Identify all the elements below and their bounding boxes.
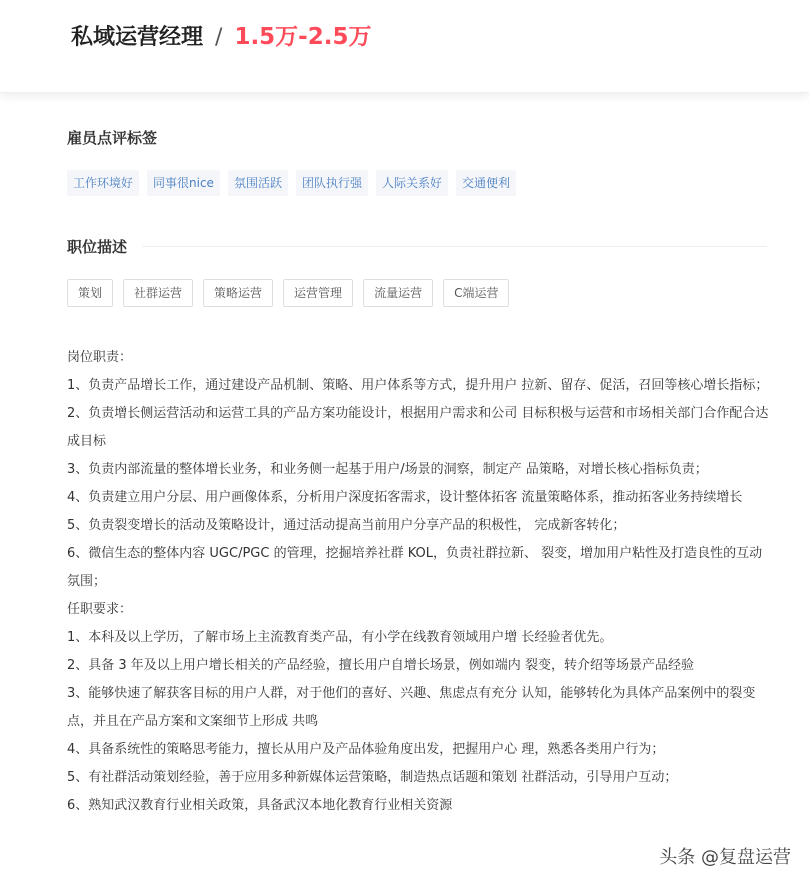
description-line: 任职要求： <box>67 602 133 617</box>
review-label: 人际关系好 <box>376 170 448 196</box>
review-label: 交通便利 <box>456 170 516 196</box>
reviews-section-title: 雇员点评标签 <box>67 129 158 147</box>
salary-range: 1.5万-2.5万 <box>234 24 372 50</box>
skill-tag[interactable]: C端运营 <box>443 279 509 307</box>
job-header <box>0 0 809 93</box>
title-separator: / <box>215 25 223 50</box>
description-line: 岗位职责： <box>67 350 133 365</box>
job-title-row <box>71 21 371 54</box>
review-label: 氛围活跃 <box>228 170 288 196</box>
description-line: 2、负责增长侧运营活动和运营工具的产品方案功能设计，根据用户需求和公司 目标积极与运营和市场相关部门合作配合达成目标 <box>67 406 769 449</box>
skill-tag[interactable]: 社群运营 <box>123 279 193 307</box>
review-labels <box>67 170 516 196</box>
description-section-title: 职位描述 <box>67 238 128 256</box>
skill-tag[interactable]: 运营管理 <box>283 279 353 307</box>
description-line: 4、负责建立用户分层、用户画像体系，分析用户深度拓客需求，设计整体拓客 流量策略体系，推动拓客业务持续增长 <box>67 490 743 505</box>
review-label: 团队执行强 <box>296 170 368 196</box>
skill-tags <box>67 279 509 307</box>
skill-tag[interactable]: 策略运营 <box>203 279 273 307</box>
review-label: 工作环境好 <box>67 170 139 196</box>
section-divider <box>142 246 767 247</box>
description-line: 3、能够快速了解获客目标的用户人群，对于他们的喜好、兴趣、焦虑点有充分 认知，能够转化为具体产品案例中的裂变点，并且在产品方案和文案细节上形成 共鸣 <box>67 686 756 729</box>
job-description-text <box>67 344 772 820</box>
skill-tag[interactable]: 流量运营 <box>363 279 433 307</box>
watermark: 头条 @复盘运营 <box>659 847 791 868</box>
skill-tag[interactable]: 策划 <box>67 279 113 307</box>
review-label: 同事很nice <box>147 170 220 196</box>
description-line: 1、负责产品增长工作，通过建设产品机制、策略、用户体系等方式，提升用户 拉新、留存、促活，召回等核心增长指标； <box>67 378 769 393</box>
description-line: 5、有社群活动策划经验，善于应用多种新媒体运营策略，制造热点话题和策划 社群活动，引导用户互动； <box>67 770 678 785</box>
description-line: 6、微信生态的整体内容 UGC/PGC 的管理，挖掘培养社群 KOL，负责社群拉新、 裂变，增加用户粘性及打造良性的互动氛围； <box>67 546 763 589</box>
description-line: 4、具备系统性的策略思考能力，擅长从用户及产品体验角度出发，把握用户心 理，熟悉各类用户行为； <box>67 742 665 757</box>
job-title: 私域运营经理 <box>71 25 204 50</box>
description-line: 2、具备 3 年及以上用户增长相关的产品经验，擅长用户自增长场景，例如端内 裂变，转介绍等场景产品经验 <box>67 658 694 673</box>
description-line: 6、熟知武汉教育行业相关政策，具备武汉本地化教育行业相关资源 <box>67 798 453 813</box>
description-line: 3、负责内部流量的整体增长业务，和业务侧一起基于用户/场景的洞察，制定产 品策略，对增长核心指标负责； <box>67 462 708 477</box>
description-line: 5、负责裂变增长的活动及策略设计，通过活动提高当前用户分享产品的积极性， 完成新客转化； <box>67 518 626 533</box>
description-line: 1、本科及以上学历，了解市场上主流教育类产品，有小学在线教育领域用户增 长经验者优先。 <box>67 630 613 645</box>
